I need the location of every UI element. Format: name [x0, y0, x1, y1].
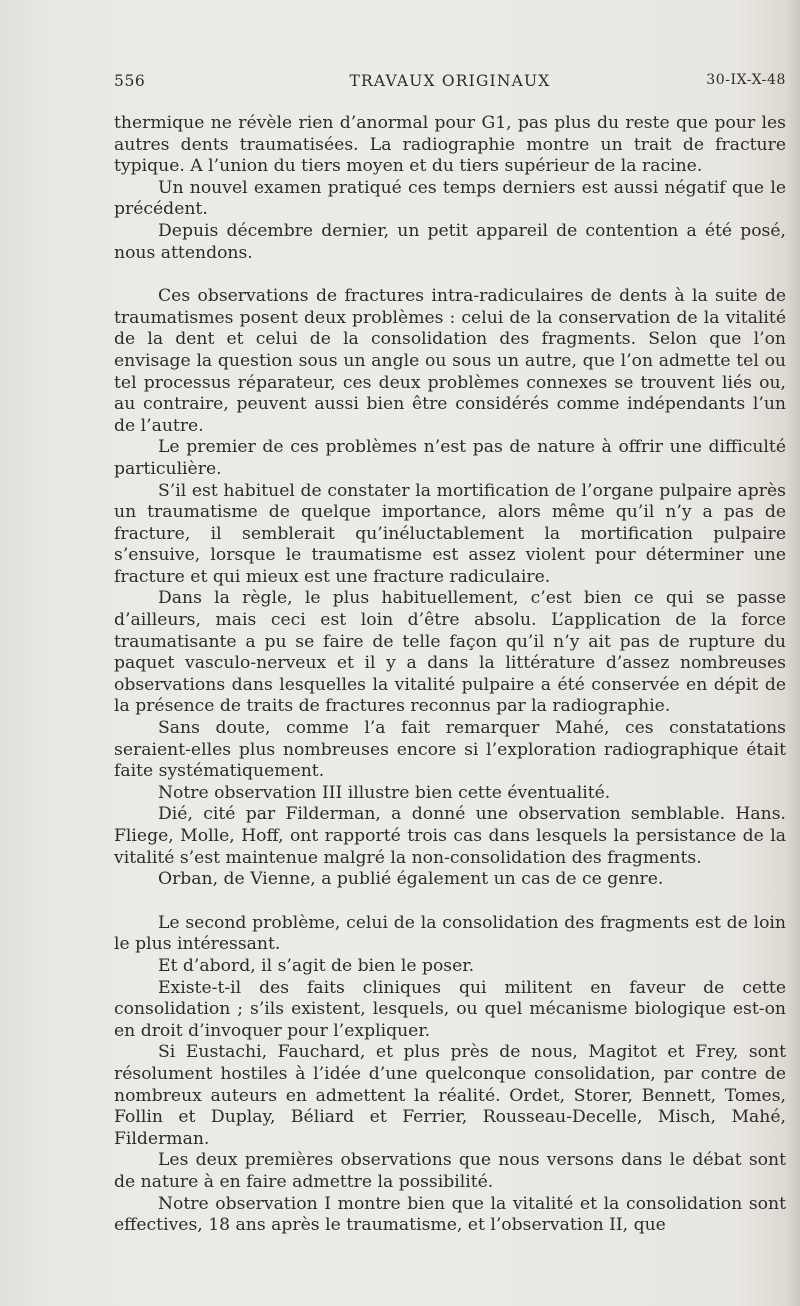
paragraph: Si Eustachi, Fauchard, et plus près de nous, Magitot et Frey, sont résolument hostiles à l’idée d’une quelconque consolidation, par contre de nombreux auteurs en admettent la réalité. Ordet, Storer, Bennett, Tomes, Follin et Duplay, Béliard et Ferrier, Rousseau-Decelle, Misch, Mahé, Filderman.: [114, 1042, 786, 1149]
paragraph: Le premier de ces problèmes n’est pas de nature à offrir une difficulté particulière.: [114, 437, 786, 479]
paragraph: Un nouvel examen pratiqué ces temps derniers est aussi négatif que le précédent.: [114, 177, 786, 220]
paragraph: Sans doute, comme l’a fait remarquer Mahé, ces constatations seraient-elles plus nombreuses encore si l’exploration radiographique était faite systématiquement.: [114, 718, 786, 782]
paragraph: Ces observations de fractures intra-radiculaires de dents à la suite de traumatismes posent deux problèmes : celui de la conservation de la vitalité de la dent et celui de la consolidation des fragments. Selon que l’on envisage la question sous un angle ou sous un autre, que l’on admette tel ou tel processus réparateur, ces deux problèmes connexes se trouvent liés ou, au contraire, peuvent aussi bien être considérés comme indépendants l’un de l’autre.: [114, 286, 786, 436]
running-header: [114, 72, 786, 94]
paragraph: Le second problème, celui de la consolidation des fragments est de loin le plus intéressant.: [114, 912, 786, 955]
paragraph: Dié, cité par Filderman, a donné une observation semblable. Hans. Fliege, Molle, Hoff, ont rapporté trois cas dans lesquels la persistance de la vitalité s’est maintenue malgré la non-consolidation des fragments.: [114, 804, 786, 868]
paragraph: Notre observation I montre bien que la vitalité et la consolidation sont effectives, 18 ans après le traumatisme, et l’observation II, que: [114, 1193, 786, 1236]
page-number: 556: [114, 72, 146, 90]
paragraph: Les deux premières observations que nous versons dans le débat sont de nature à en faire admettre la possibilité.: [114, 1150, 786, 1192]
paragraph: Existe-t-il des faits cliniques qui militent en faveur de cette consolidation ; s’ils existent, lesquels, ou quel mécanisme biologique est-on en droit d’invoquer pour l’expliquer.: [114, 977, 786, 1041]
paragraph: Depuis décembre dernier, un petit appareil de contention a été posé, nous attendons.: [114, 220, 786, 263]
paragraph: Notre observation III illustre bien cette éventualité.: [158, 782, 611, 803]
paragraph: Et d’abord, il s’agit de bien le poser.: [158, 955, 475, 976]
paragraph: Orban, de Vienne, a publié également un cas de ce genre.: [158, 869, 664, 890]
paragraph: Dans la règle, le plus habituellement, c’est bien ce qui se passe d’ailleurs, mais ceci est loin d’être absolu. L’application de la force traumatisante a pu se faire de telle façon qu’il n’y ait pas de rupture du paquet vasculo-nerveux et il y a dans la littérature d’assez nombreuses observations dans lesquelles la vitalité pulpaire a été conservée en dépit de la présence de traits de fractures reconnus par la radiographie.: [114, 588, 786, 717]
paragraph: S’il est habituel de constater la mortification de l’organe pulpaire après un traumatisme de quelque importance, alors même qu’il n’y a pas de fracture, il semblerait qu’inéluctablement la mortification pulpaire s’ensuive, lorsque le traumatisme est assez violent pour déterminer une fracture et qui mieux est une fracture radiculaire.: [114, 480, 786, 587]
running-title: TRAVAUX ORIGINAUX: [349, 72, 551, 90]
body-text: [114, 113, 786, 1237]
issue-date: 30-IX-X-48: [706, 72, 786, 88]
page-edge-shadow: [786, 0, 800, 1306]
paragraph: thermique ne révèle rien d’anormal pour G1, pas plus du reste que pour les autres dents traumatisées. La radiographie montre un trait de fracture typique. A l’union du tiers moyen et du tiers supérieur de la racine.: [114, 113, 786, 177]
